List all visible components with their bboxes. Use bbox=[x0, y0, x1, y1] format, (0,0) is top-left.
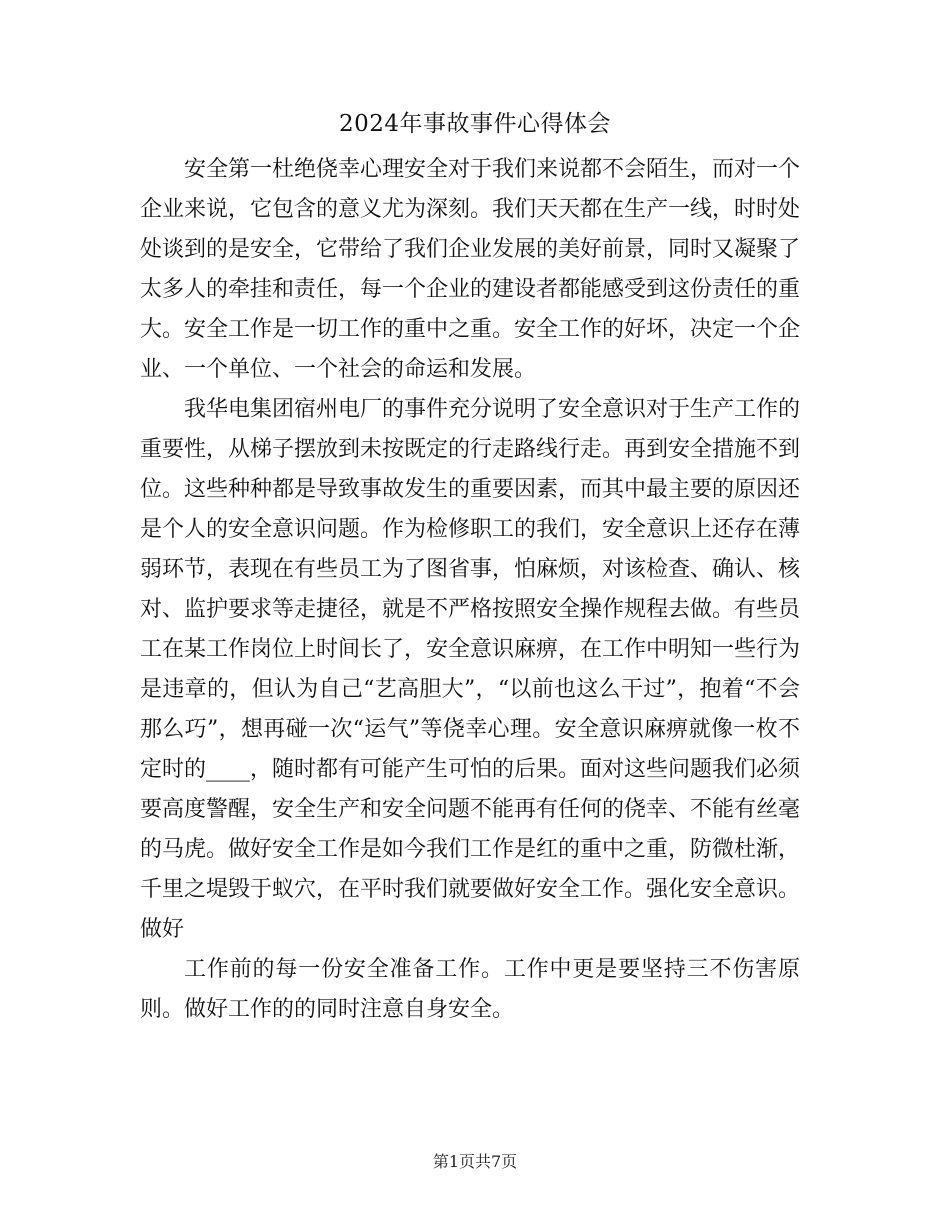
document-title: 2024年事故事件心得体会 bbox=[338, 111, 612, 137]
document-body bbox=[140, 150, 800, 1030]
paragraph-3: 工作前的每一份安全准备工作。工作中更是要坚持三不伤害原则。做好工作的的同时注意自身安全。 bbox=[140, 957, 800, 1022]
paragraph-2: 我华电集团宿州电厂的事件充分说明了安全意识对于生产工作的重要性，从梯子摆放到未按既定的行走路线行走。再到安全措施不到位。这些种种都是导致事故发生的重要因素，而其中最主要的原因还是个人的安全意识问题。作为检修职工的我们，安全意识上还存在薄弱环节，表现在有些员工为了图省事，怕麻烦，对该检查、确认、核对、监护要求等走捷径，就是不严格按照安全操作规程去做。有些员工在某工作岗位上时间长了，安全意识麻痹，在工作中明知一些行为是违章的，但认为自己“艺高胆大”，“以前也这么干过”，抱着“不会那么巧”，想再碰一次“运气”等侥幸心理。安全意识麻痹就像一枚不定时的____，随时都有可能产生可怕的后果。面对这些问题我们必须要高度警醒，安全生产和安全问题不能再有任何的侥幸、不能有丝毫的马虎。做好安全工作是如今我们工作是红的重中之重，防微杜渐，千里之堤毁于蚁穴，在平时我们就要做好安全工作。强化安全意识。做好 bbox=[140, 397, 801, 942]
page-number: 第1页共7页 bbox=[432, 1152, 518, 1171]
paragraph-1: 安全第一杜绝侥幸心理安全对于我们来说都不会陌生，而对一个企业来说，它包含的意义尤为深刻。我们天天都在生产一线，时时处处谈到的是安全，它带给了我们企业发展的美好前景，同时又凝聚了太多人的牵挂和责任，每一个企业的建设者都能感受到这份责任的重大。安全工作是一切工作的重中之重。安全工作的好坏，决定一个企业、一个单位、一个社会的命运和发展。 bbox=[140, 157, 801, 382]
